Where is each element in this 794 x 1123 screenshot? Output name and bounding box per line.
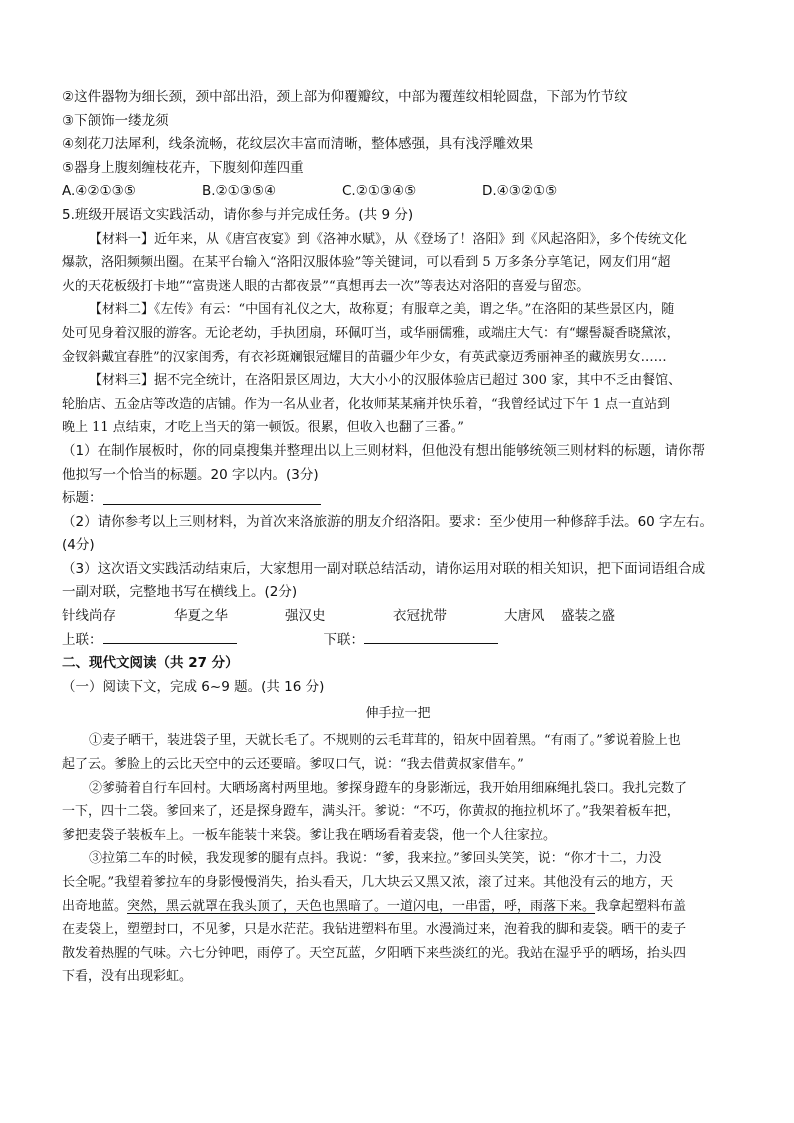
- couplet-row: [62, 629, 734, 653]
- q4-item: ④刻花刀法犀利，线条流畅，花纹层次丰富而清晰，整体感强，具有浅浮雕效果: [62, 136, 534, 153]
- word-chip: 大唐风: [504, 608, 545, 625]
- material-line: 【材料二】《左传》有云：“中国有礼仪之大，故称夏；有服章之美，谓之华。”在洛阳的某些景区内，随: [89, 302, 675, 318]
- word-chip: 强汉史: [285, 608, 326, 625]
- article-line: 长全呢。”我望着爹拉车的身影慢慢消失，抬头看天，几大块云又黑又浓，滚了过来。其他没有云的地方，天: [62, 875, 674, 890]
- article-line: 下看，没有出现彩虹。: [62, 969, 193, 985]
- word-chip: 盛装之盛: [561, 608, 615, 625]
- section-subheading: （一）阅读下文，完成 6~9 题。(共 16 分): [62, 678, 325, 695]
- question4-items: [62, 86, 734, 180]
- material-line: 火的天花板级打卡地”“富贵迷人眼的古都夜景”“真想再去一次”等表达对洛阳的喜爱与留恋。: [62, 278, 590, 294]
- word-chip: 衣冠扰带: [393, 608, 447, 625]
- question5-stem: 5.班级开展语文实践活动，请你参与并完成任务。(共 9 分): [62, 206, 414, 223]
- article-paragraph-1: [62, 729, 734, 776]
- task-3: [62, 558, 734, 652]
- article-line: 在麦袋上，塑塑封口，不见爹，只是水茫茫。我钻进塑料布里。水漫淌过来，泡着我的脚和麦袋。晒干的麦子: [62, 922, 687, 938]
- word-chip: 针线尚存: [62, 608, 116, 625]
- material-line: 金钗斜戴宜春胜”的汉家闺秀，有衣衫斑斓银冠耀目的苗疆少年少女，有英武豪迈秀丽神圣的藏族男女……: [62, 349, 667, 365]
- material-line: 爆款，洛阳频频出圈。在某平台输入“洛阳汉服体验”等关键词，可以看到 5 万多条分享笔记，网友们用“超: [62, 255, 671, 271]
- article-text: 出奇地蓝。: [62, 898, 128, 914]
- title-label: 标题：: [62, 490, 103, 507]
- title-answer-row: [62, 487, 734, 511]
- option-d[interactable]: D.④③②①⑤: [482, 183, 558, 200]
- article-paragraph-2: [62, 777, 734, 848]
- article-line: 一下，四十二袋。爹回来了，还是探身蹬车，满头汗。爹说：“不巧，你黄叔的拖拉机坏了。”我架着板车把，: [62, 804, 680, 820]
- article-text: 我拿起塑料布盖: [595, 898, 687, 914]
- option-b[interactable]: B.②①③⑤④: [202, 183, 277, 200]
- q4-item: ③下颌饰一缕龙须: [62, 112, 169, 129]
- task-line: (4分): [62, 537, 95, 554]
- article-line: [62, 895, 734, 919]
- question4-options: [62, 180, 734, 204]
- lower-couplet-blank[interactable]: [364, 629, 498, 644]
- word-bank: [62, 605, 734, 629]
- q4-item: ②这件器物为细长颈，颈中部出沿，颈上部为仰覆瓣纹，中部为覆莲纹相轮圆盘，下部为竹节纹: [62, 89, 628, 105]
- task-2: [62, 511, 734, 558]
- article-line: ③拉第二车的时候，我发现爹的腿有点抖。我说：“爹，我来拉。”爹回头笑笑，说：“你才十二，力没: [89, 851, 662, 867]
- article-line: 散发着热腥的气味。六七分钟吧，雨停了。天空瓦蓝，夕阳晒下来些淡红的光。我站在湿乎乎的晒场，抬头四: [62, 945, 687, 961]
- section-heading: 二、现代文阅读（共 27 分）: [62, 655, 239, 672]
- article-line: 爹把麦袋子装板车上。一板车能装十来袋。爹让我在晒场看着麦袋，他一个人往家拉。: [62, 827, 557, 843]
- upper-couplet-blank[interactable]: [103, 629, 237, 644]
- material-line: 轮胎店、五金店等改造的店铺。作为一名从业者，化妆师某某痛并快乐着，“我曾经试过下午 1 点一直站到: [62, 396, 671, 412]
- task-line: 一副对联，完整地书写在横线上。(2分): [62, 584, 298, 601]
- task-line: 他拟写一个恰当的标题。20 字以内。(3分): [62, 466, 319, 483]
- q4-item: ⑤器身上腹刻缠枝花卉，下腹刻仰莲四重: [62, 159, 304, 176]
- task-line: （2）请你参考以上三则材料，为首次来洛旅游的朋友介绍洛阳。要求：至少使用一种修辞手法。60 字左右。: [62, 513, 714, 530]
- option-c[interactable]: C.②①③④⑤: [342, 183, 417, 200]
- article-paragraph-3: [62, 847, 734, 989]
- underlined-sentence: 突然，黑云就罩在我头顶了，天色也黑暗了。一道闪电，一串雷，呼，雨落下来。: [127, 898, 596, 914]
- material-1: [62, 228, 734, 299]
- option-a[interactable]: A.④②①③⑤: [62, 183, 136, 200]
- article-line: ②爹骑着自行车回村。大晒场离村两里地。爹探身蹬车的身影渐远，我开始用细麻绳扎袋口。我扎完数了: [89, 780, 688, 796]
- task-line: （3）这次语文实践活动结束后，大家想用一副对联总结活动，请你运用对联的相关知识，把下面词语组合成: [62, 560, 706, 577]
- material-3: [62, 369, 734, 440]
- title-answer-blank[interactable]: [103, 490, 321, 505]
- material-2: [62, 298, 734, 369]
- article-line: ①麦子晒干，装进袋子里，天就长毛了。不规则的云毛茸茸的，铅灰中固着黑。“有雨了。”爹说着脸上也: [89, 733, 681, 749]
- material-line: 【材料一】近年来，从《唐宫夜宴》到《洛神水赋》，从《登场了！洛阳》到《风起洛阳》，多个传统文化: [89, 231, 688, 247]
- word-chip: 华夏之华: [174, 608, 228, 625]
- task-line: （1）在制作展板时，你的同桌搜集并整理出以上三则材料，但他没有想出能够统领三则材料的标题，请你帮: [62, 442, 706, 459]
- material-line: 【材料三】据不完全统计，在洛阳景区周边，大大小小的汉服体验店已超过 300 家，其中不乏由餐馆、: [89, 373, 682, 389]
- exam-page: [62, 86, 734, 989]
- task-1: [62, 440, 734, 511]
- material-line: 处可见身着汉服的游客。无论老幼，手执团扇，环佩叮当，或华丽儒雅，或端庄大气：有“螺髻凝香晓黛浓，: [62, 325, 680, 341]
- article-title: 伸手拉一把: [365, 706, 431, 722]
- upper-label: 上联：: [62, 631, 103, 648]
- lower-label: 下联：: [323, 631, 364, 648]
- material-line: 晚上 11 点结束，才吃上当天的第一顿饭。很累，但收入也翻了三番。”: [62, 420, 464, 436]
- article-line: 起了云。爹脸上的云比天空中的云还要暗。爹叹口气，说：“我去借黄叔家借车。”: [62, 757, 524, 773]
